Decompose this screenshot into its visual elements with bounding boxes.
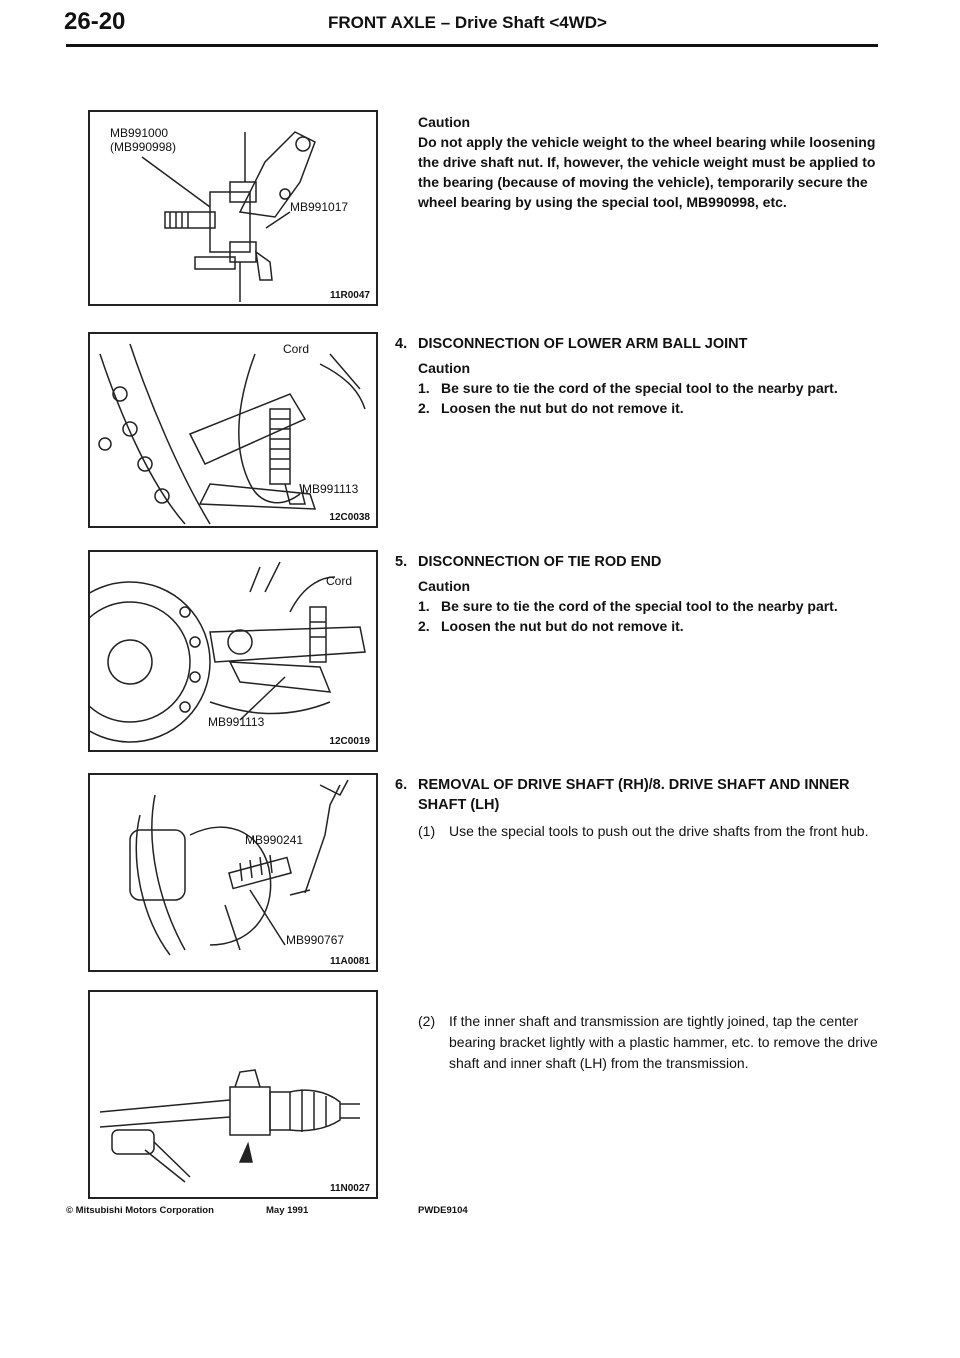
ball-joint-illustration (90, 334, 376, 526)
page-number: 26-20 (64, 8, 126, 35)
item-text: Loosen the nut but do not remove it. (441, 618, 684, 634)
step-title: DISCONNECTION OF LOWER ARM BALL JOINT (418, 336, 748, 352)
section-title: FRONT AXLE – Drive Shaft <4WD> (328, 13, 607, 32)
footer-copyright: © Mitsubishi Motors Corporation (66, 1205, 214, 1216)
caution-heading: Caution (418, 360, 471, 376)
caution-heading: Caution (418, 114, 471, 130)
step-5-caution (418, 576, 880, 636)
caution-item (418, 616, 880, 636)
caution-item (418, 398, 880, 418)
item-number: 2. (418, 400, 430, 416)
callout-mb991000: MB991000 (110, 126, 169, 140)
callout-mb991017: MB991017 (290, 200, 349, 214)
callout-mb991113: MB991113 (208, 715, 265, 729)
item-text: Be sure to tie the cord of the special tool to the nearby part. (441, 380, 838, 396)
figure-code: 11A0081 (329, 956, 370, 967)
item-number: 2. (418, 618, 430, 634)
paragraph-number: (1) (418, 823, 436, 839)
step-4-caution (418, 358, 880, 418)
step-6-paragraph-1 (418, 821, 880, 842)
step-6-paragraph-2 (418, 1011, 880, 1074)
callout-cord: Cord (283, 342, 310, 356)
figure-ball-joint-tool (88, 332, 378, 528)
callout-mb990998: (MB990998) (110, 140, 177, 154)
step-6-heading (395, 775, 880, 815)
header-rule (66, 44, 878, 47)
caution-text: Do not apply the vehicle weight to the wheel bearing while loosening the drive shaft nut. If, however, the vehicle weight must be applied to the bearing (because of moving the vehicle), temporarily secure the wheel bearing by using the special tool, MB990998, etc. (418, 134, 876, 210)
figure-tie-rod-tool (88, 550, 378, 752)
step-number: 5. (395, 554, 408, 570)
figure-code: 12C0038 (329, 512, 370, 523)
figure-hub-tool (88, 110, 378, 306)
footer-date: May 1991 (266, 1205, 309, 1216)
figure-shaft-puller (88, 773, 378, 972)
paragraph-number: (2) (418, 1013, 436, 1029)
callout-cord: Cord (326, 574, 353, 588)
step-number: 6. (395, 777, 408, 793)
caution-item (418, 596, 880, 616)
item-text: Loosen the nut but do not remove it. (441, 400, 684, 416)
caution-item (418, 378, 880, 398)
figure-code: 11R0047 (329, 290, 370, 301)
item-text: Be sure to tie the cord of the special tool to the nearby part. (441, 598, 838, 614)
callout-mb990767: MB990767 (286, 933, 345, 947)
footer-doc-code: PWDE9104 (418, 1205, 468, 1216)
callout-mb991113: MB991113 (302, 482, 359, 496)
item-number: 1. (418, 380, 430, 396)
step-title: DISCONNECTION OF TIE ROD END (418, 554, 662, 570)
paragraph-text: If the inner shaft and transmission are tightly joined, tap the center bearing bracket lightly with a plastic hammer, etc. to remove the drive shaft and inner shaft (LH) from the transmission. (449, 1013, 878, 1071)
callout-mb990241: MB990241 (245, 833, 304, 847)
figure-hammer-tap (88, 990, 378, 1199)
step-title: REMOVAL OF DRIVE SHAFT (RH)/8. DRIVE SHAFT AND INNER SHAFT (LH) (418, 777, 850, 813)
caution-heading: Caution (418, 578, 471, 594)
intro-caution (418, 112, 880, 212)
paragraph-text: Use the special tools to push out the drive shafts from the front hub. (449, 823, 869, 839)
step-4-heading (395, 334, 880, 354)
step-number: 4. (395, 336, 408, 352)
hammer-tap-illustration (90, 992, 376, 1197)
step-5-heading (395, 552, 880, 572)
item-number: 1. (418, 598, 430, 614)
figure-code: 12C0019 (329, 736, 370, 747)
figure-code: 11N0027 (329, 1183, 370, 1194)
